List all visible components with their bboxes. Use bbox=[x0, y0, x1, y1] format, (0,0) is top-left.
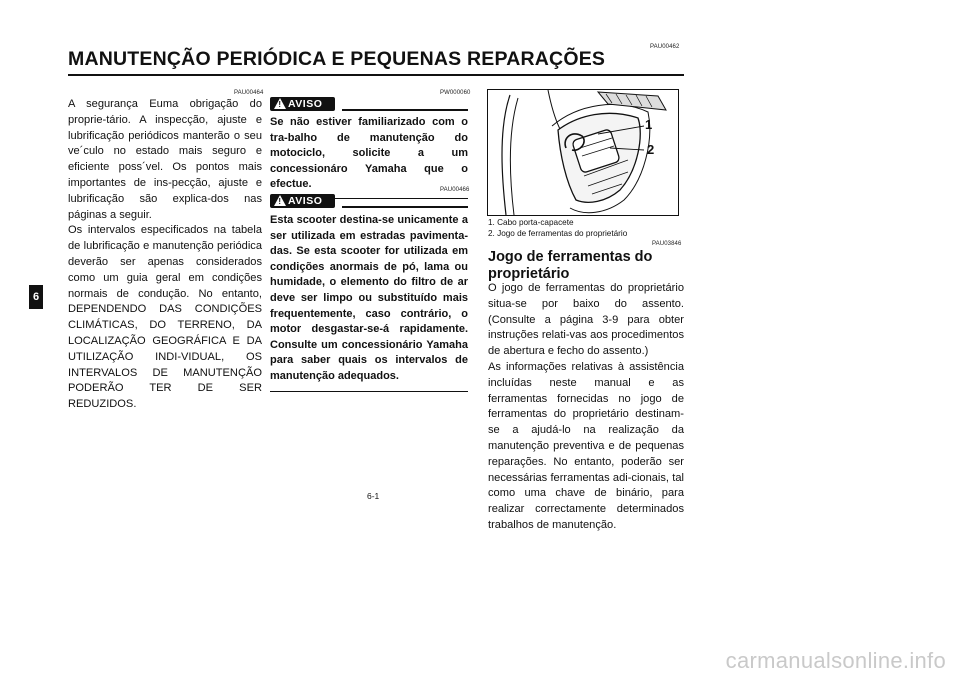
toolkit-paragraph-2: As informações relativas à assistência incluídas neste manual e as ferramentas fornecidas no jogo de ferramentas do proprietário destinam-se a ajudá-lo na realização da manutenção preventiva e de pequenas reparações. No entanto, poderão ser necessárias ferramentas adi-cionais, tal como uma chave de binário, para realizar correctamente determinados trabalhos de manutenção. bbox=[488, 360, 684, 531]
section-heading: Jogo de ferramentas do proprietário bbox=[488, 249, 653, 282]
callout-1: 1 bbox=[645, 117, 653, 132]
intro-paragraph-2: Os intervalos especificados na tabela de lubrificação e manutenção periódica deverão ser apenas considerados como um guia geral em condições normais de condução. No entanto, DEPENDENDO DAS CONDIÇÕES CLIMÁTICAS, DO TERRENO, DA LOCALIZAÇÃO GEOGRÁFICA E DA UTILIZAÇÃO INDI-VIDUAL, OS INTERVALOS DE MANUTENÇÃO PODERÃO TER DE SER REDUZIDOS. bbox=[68, 224, 262, 411]
warning-header bbox=[270, 194, 468, 208]
warning1-code: PW000060 bbox=[440, 90, 471, 96]
warning-label: AVISO bbox=[288, 98, 323, 110]
page-number: 6-1 bbox=[367, 491, 380, 501]
warning-header bbox=[270, 97, 468, 111]
col1-code: PAU00464 bbox=[234, 90, 264, 96]
intro-text bbox=[68, 97, 262, 413]
warning-box-1 bbox=[270, 97, 468, 199]
warning1-text: Se não estiver familiarizado com o tra-balho de manutenção do motociclo, solicite a um concessionáro Yamaha que o efectue. bbox=[270, 116, 468, 191]
warning-box-2 bbox=[270, 194, 468, 392]
title-rule bbox=[68, 74, 684, 76]
caption-2: 2. Jogo de ferramentas do proprietário bbox=[488, 228, 628, 238]
warning-label: AVISO bbox=[288, 195, 323, 207]
warning-badge: ! AVISO bbox=[270, 194, 335, 208]
warning2-code: PAU00466 bbox=[440, 187, 470, 193]
chapter-tab: 6 bbox=[29, 285, 43, 309]
callout-2: 2 bbox=[647, 142, 655, 157]
section-code: PAU00462 bbox=[650, 44, 680, 50]
warning-badge: ! AVISO bbox=[270, 97, 335, 111]
col3-code: PAU03846 bbox=[652, 241, 682, 247]
page-title: MANUTENÇÃO PERIÓDICA E PEQUENAS REPARAÇÕES bbox=[68, 48, 606, 70]
warning2-text: Esta scooter destina-se unicamente a ser utilizada em estradas pavimenta-das. Se esta scooter for utilizada em condições anormais de pó, lama ou humidade, o elemento do filtro de ar deve ser limpo ou substituído mais frequentemente, caso contrário, o motor desgastar-se-á rapidamente. Consulte um concessionário Yamaha para saber quais os intervalos de manutenção adequados. bbox=[270, 214, 468, 382]
toolkit-text bbox=[488, 281, 684, 534]
toolkit-figure bbox=[487, 89, 679, 216]
watermark: carmanualsonline.info bbox=[725, 648, 946, 673]
figure-captions bbox=[488, 218, 683, 239]
caption-1: 1. Cabo porta-capacete bbox=[488, 218, 574, 227]
intro-paragraph-1: A segurança Euma obrigação do proprie-tário. A inspecção, ajuste e lubrificação periódicos manterão o seu ve´culo no estado mais seguro e eficiente poss´vel. Os pontos mais importantes de ins-pecção, ajuste e lubrificação são explica-dos nas páginas a seguir. bbox=[68, 98, 262, 221]
warning2-rule bbox=[270, 391, 468, 393]
toolkit-paragraph-1: O jogo de ferramentas do proprietário situa-se por baixo do assento. (Consulte a página 3-9 para obter instruções relati-vas aos procedimentos de abertura e fecho do assento.) bbox=[488, 282, 684, 358]
